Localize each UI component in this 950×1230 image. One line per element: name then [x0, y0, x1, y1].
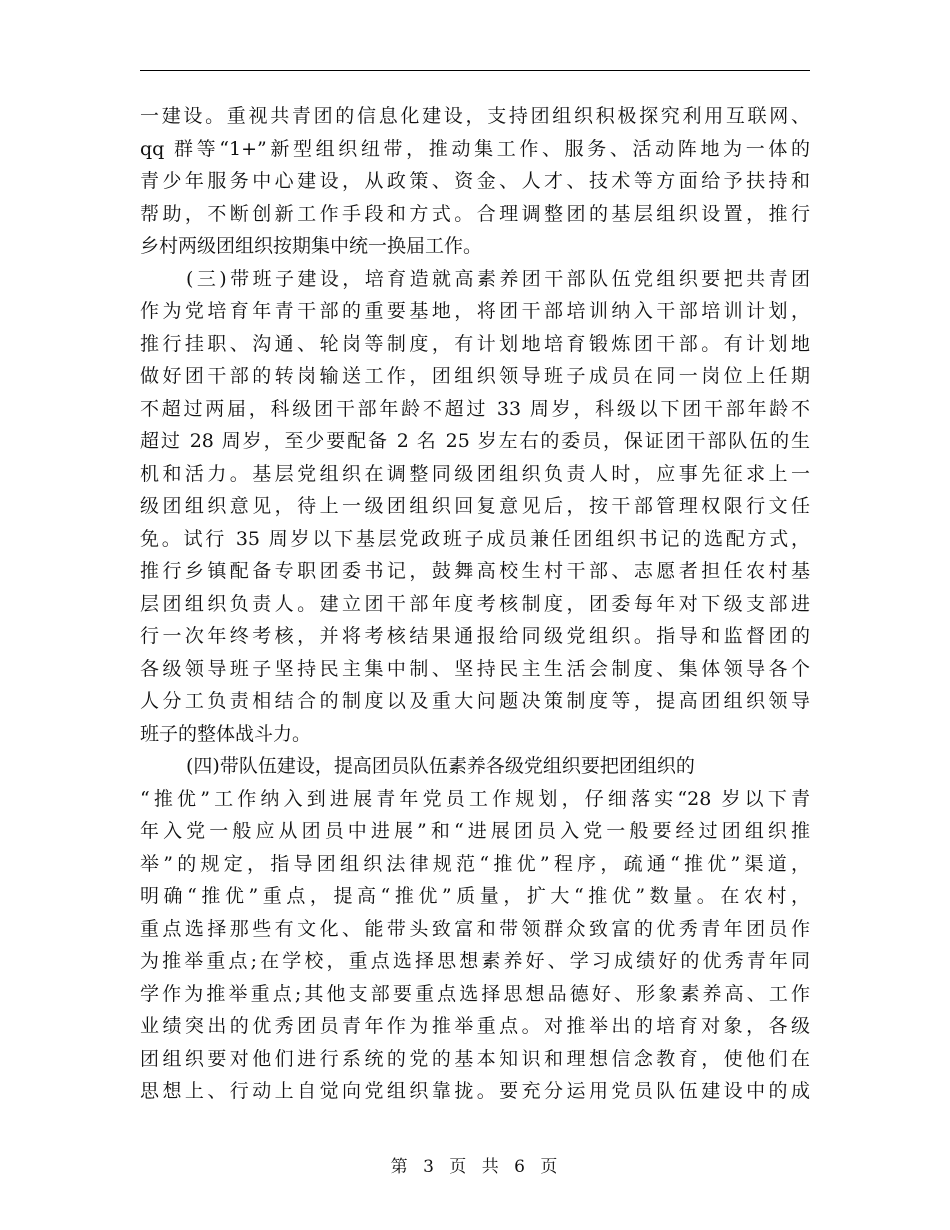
text-line: 一建设。重视共青团的信息化建设，支持团组织积极探究利用互联网、 — [140, 105, 810, 127]
text-line: 行一次年终考核，并将考核结果通报给同级党组织。指导和监督团的 — [140, 625, 810, 647]
text-line: qq 群等“1+”新型组织纽带，推动集工作、服务、活动阵地为一体的 — [140, 137, 810, 160]
text-line: 帮助，不断创新工作手段和方式。合理调整团的基层组织设置，推行 — [140, 202, 810, 225]
text-line: 明确“推优”重点，提高“推优”质量，扩大“推优”数量。在农村， — [140, 885, 810, 907]
text-line: 业绩突出的优秀团员青年作为推举重点。对推举出的培育对象，各级 — [140, 1015, 810, 1037]
page-number-footer: 第 3 页 共 6 页 — [390, 1157, 560, 1177]
text-line: 举”的规定，指导团组织法律规范“推优”程序，疏通“推优”渠道， — [140, 852, 810, 875]
text-line: (三)带班子建设，培育造就高素养团干部队伍党组织要把共青团 — [186, 267, 810, 290]
text-line: 班子的整体战斗力。 — [140, 722, 312, 745]
text-line: 各级领导班子坚持民主集中制、坚持民主生活会制度、集体领导各个 — [140, 657, 810, 680]
text-line: 推行乡镇配备专职团委书记，鼓舞高校生村干部、志愿者担任农村基 — [140, 560, 810, 582]
paragraph-2 — [140, 263, 810, 751]
text-line: 层团组织负责人。建立团干部年度考核制度，团委每年对下级支部进 — [140, 592, 810, 615]
paragraph-3 — [140, 750, 810, 1108]
text-line: 学作为推举重点;其他支部要重点选择思想品德好、形象素养高、工作 — [140, 982, 810, 1005]
text-line: 推行挂职、沟通、轮岗等制度，有计划地培育锻炼团干部。有计划地 — [140, 332, 810, 355]
text-line: 为推举重点;在学校，重点选择思想素养好、学习成绩好的优秀青年同 — [140, 950, 810, 972]
text-line: 不超过两届，科级团干部年龄不超过 33 周岁，科级以下团干部年龄不 — [140, 397, 810, 420]
text-line: 重点选择那些有文化、能带头致富和带领群众致富的优秀青年团员作 — [140, 917, 810, 940]
text-line: 超过 28 周岁，至少要配备 2 名 25 岁左右的委员，保证团干部队伍的生 — [140, 430, 810, 452]
text-line: 乡村两级团组织按期集中统一换届工作。 — [140, 235, 483, 257]
paragraph-1 — [140, 100, 810, 263]
text-line: 做好团干部的转岗输送工作，团组织领导班子成员在同一岗位上任期 — [140, 365, 810, 387]
text-line: 作为党培育年青干部的重要基地，将团干部培训纳入干部培训计划， — [140, 300, 810, 322]
document-body — [140, 100, 810, 1108]
text-line: 团组织要对他们进行系统的党的基本知识和理想信念教育，使他们在 — [140, 1047, 810, 1070]
header-rule — [140, 70, 810, 71]
text-line: 年入党一般应从团员中进展”和“进展团员入党一般要经过团组织推 — [140, 820, 810, 842]
text-line: 级团组织意见，待上一级团组织回复意见后，按干部管理权限行文任 — [140, 495, 810, 517]
text-line: “推优”工作纳入到进展青年党员工作规划，仔细落实“28 岁以下青 — [140, 787, 810, 810]
text-line: (四)带队伍建设，提高团员队伍素养各级党组织要把团组织的 — [186, 755, 695, 777]
text-line: 免。试行 35 周岁以下基层党政班子成员兼任团组织书记的选配方式， — [140, 527, 810, 550]
text-line: 思想上、行动上自觉向党组织靠拢。要充分运用党员队伍建设中的成 — [140, 1080, 810, 1102]
text-line: 机和活力。基层党组织在调整同级团组织负责人时，应事先征求上一 — [140, 462, 810, 485]
text-line: 人分工负责相结合的制度以及重大问题决策制度等，提高团组织领导 — [140, 690, 810, 712]
text-line: 青少年服务中心建设，从政策、资金、人才、技术等方面给予扶持和 — [140, 170, 810, 192]
